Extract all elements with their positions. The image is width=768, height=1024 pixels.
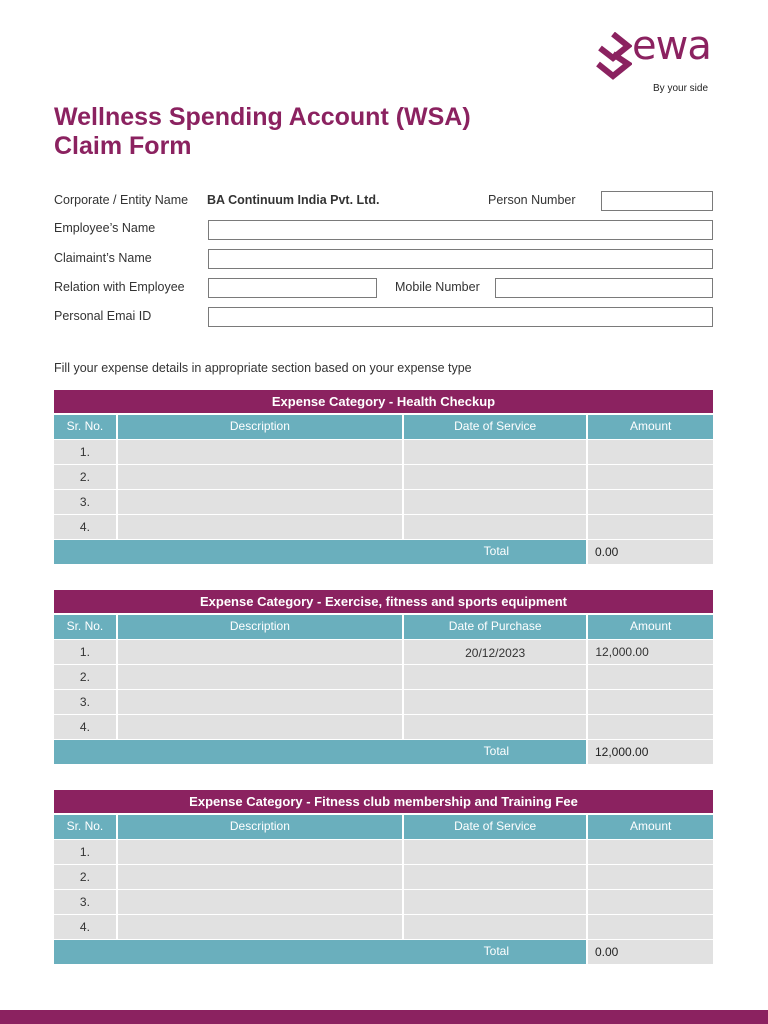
description-cell[interactable] (118, 715, 402, 739)
date-cell[interactable] (404, 865, 586, 889)
table-row (54, 865, 713, 889)
date-cell[interactable]: 20/12/2023 (404, 640, 586, 664)
corporate-label: Corporate / Entity Name (54, 193, 189, 207)
table-header (54, 415, 713, 439)
claimant-name-label: Claimaint’s Name (54, 251, 152, 265)
claimant-name-field[interactable] (208, 249, 713, 269)
column-header: Amount (588, 615, 713, 639)
relation-field[interactable] (208, 278, 377, 298)
table-row (54, 665, 713, 689)
amount-cell[interactable] (588, 890, 713, 914)
date-cell[interactable] (404, 515, 586, 539)
date-cell[interactable] (404, 490, 586, 514)
date-cell[interactable] (404, 890, 586, 914)
description-cell[interactable] (118, 915, 402, 939)
total-row (54, 540, 713, 564)
amount-cell[interactable] (588, 490, 713, 514)
column-header: Description (118, 615, 402, 639)
email-field[interactable] (208, 307, 713, 327)
date-cell[interactable] (404, 440, 586, 464)
ewa-logo-mark-icon (594, 32, 632, 80)
table-row (54, 690, 713, 714)
sr-no-cell: 1. (54, 640, 116, 664)
sr-no-cell: 2. (54, 865, 116, 889)
sr-no-cell: 3. (54, 490, 116, 514)
column-header: Amount (588, 415, 713, 439)
column-header: Date of Service (404, 815, 586, 839)
table-header (54, 815, 713, 839)
total-value: 0.00 (588, 940, 713, 964)
total-row (54, 940, 713, 964)
page-title-line1: Wellness Spending Account (WSA) (54, 103, 471, 131)
column-header: Description (118, 815, 402, 839)
email-label: Personal Emai ID (54, 309, 152, 323)
relation-label: Relation with Employee (54, 280, 185, 294)
table-row (54, 890, 713, 914)
mobile-label: Mobile Number (395, 280, 480, 294)
sr-no-cell: 1. (54, 840, 116, 864)
amount-cell[interactable] (588, 915, 713, 939)
date-cell[interactable] (404, 465, 586, 489)
corporate-value: BA Continuum India Pvt. Ltd. (207, 193, 380, 207)
table-row (54, 840, 713, 864)
table-row (54, 915, 713, 939)
table-header (54, 615, 713, 639)
footer-bar (0, 1010, 768, 1024)
description-cell[interactable] (118, 865, 402, 889)
total-label: Total (54, 740, 586, 764)
table-row (54, 715, 713, 739)
expense-section-health-checkup (54, 390, 713, 564)
date-cell[interactable] (404, 840, 586, 864)
section-title: Expense Category - Fitness club membership and Training Fee (54, 790, 713, 813)
amount-cell[interactable]: 12,000.00 (588, 640, 713, 664)
description-cell[interactable] (118, 490, 402, 514)
expense-section-fitness-equipment (54, 590, 713, 764)
person-number-label: Person Number (488, 193, 576, 207)
table-row (54, 490, 713, 514)
description-cell[interactable] (118, 440, 402, 464)
sr-no-cell: 4. (54, 715, 116, 739)
date-cell[interactable] (404, 715, 586, 739)
sr-no-cell: 3. (54, 690, 116, 714)
column-header: Date of Purchase (404, 615, 586, 639)
section-title: Expense Category - Exercise, fitness and sports equipment (54, 590, 713, 613)
description-cell[interactable] (118, 665, 402, 689)
employee-name-field[interactable] (208, 220, 713, 240)
description-cell[interactable] (118, 465, 402, 489)
description-cell[interactable] (118, 890, 402, 914)
description-cell[interactable] (118, 690, 402, 714)
amount-cell[interactable] (588, 690, 713, 714)
column-header: Sr. No. (54, 615, 116, 639)
column-header: Date of Service (404, 415, 586, 439)
amount-cell[interactable] (588, 865, 713, 889)
page-title (54, 103, 471, 161)
total-value: 0.00 (588, 540, 713, 564)
column-header: Sr. No. (54, 815, 116, 839)
logo-wordmark: ewa (632, 23, 711, 69)
date-cell[interactable] (404, 665, 586, 689)
total-value: 12,000.00 (588, 740, 713, 764)
mobile-field[interactable] (495, 278, 713, 298)
total-row (54, 740, 713, 764)
amount-cell[interactable] (588, 440, 713, 464)
logo-tagline: By your side (653, 83, 709, 94)
amount-cell[interactable] (588, 465, 713, 489)
person-number-field[interactable] (601, 191, 713, 211)
column-header: Sr. No. (54, 415, 116, 439)
column-header: Amount (588, 815, 713, 839)
sr-no-cell: 4. (54, 915, 116, 939)
sr-no-cell: 1. (54, 440, 116, 464)
table-row (54, 440, 713, 464)
sr-no-cell: 2. (54, 665, 116, 689)
total-label: Total (54, 540, 586, 564)
expense-section-fitness-club (54, 790, 713, 964)
sr-no-cell: 3. (54, 890, 116, 914)
date-cell[interactable] (404, 915, 586, 939)
sr-no-cell: 4. (54, 515, 116, 539)
amount-cell[interactable] (588, 515, 713, 539)
amount-cell[interactable] (588, 665, 713, 689)
date-cell[interactable] (404, 690, 586, 714)
description-cell[interactable] (118, 515, 402, 539)
amount-cell[interactable] (588, 840, 713, 864)
sr-no-cell: 2. (54, 465, 116, 489)
amount-cell[interactable] (588, 715, 713, 739)
description-cell[interactable] (118, 840, 402, 864)
section-title: Expense Category - Health Checkup (54, 390, 713, 413)
page-title-line2: Claim Form (54, 132, 192, 160)
ewa-logo (594, 23, 718, 96)
table-row (54, 465, 713, 489)
table-row (54, 515, 713, 539)
instructions-text: Fill your expense details in appropriate section based on your expense type (54, 361, 472, 375)
total-label: Total (54, 940, 586, 964)
employee-name-label: Employee’s Name (54, 221, 156, 235)
column-header: Description (118, 415, 402, 439)
description-cell[interactable] (118, 640, 402, 664)
table-row (54, 640, 713, 664)
